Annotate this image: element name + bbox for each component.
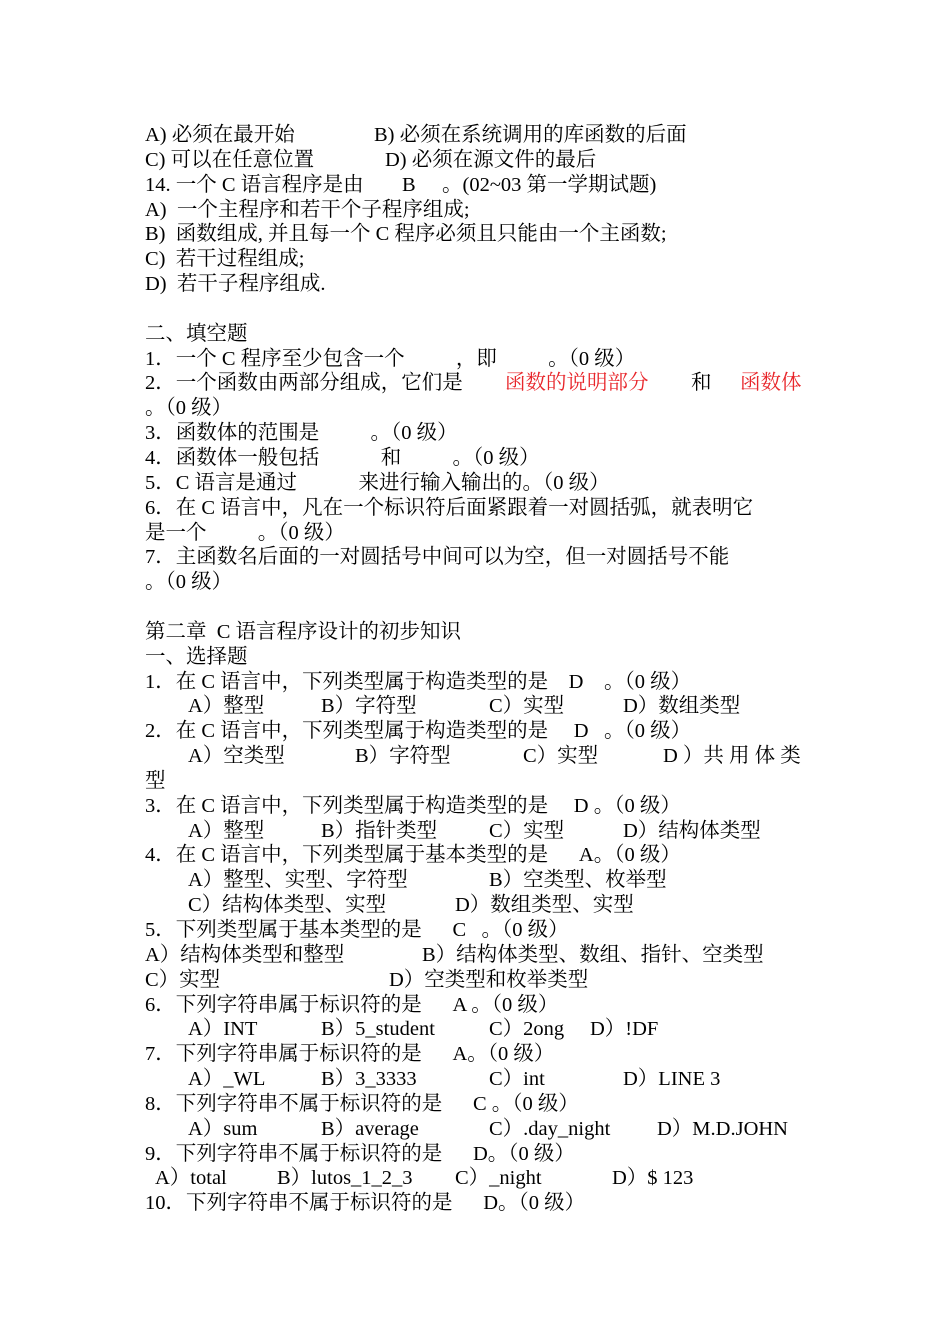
q14-answer: B: [402, 173, 416, 196]
q13-options-row-1: [145, 123, 810, 148]
choice-q9-stem: 9．下列字符串不属于标识符的是 D。（0 级）: [145, 1142, 575, 1165]
q2-option-b: B）字符型: [355, 745, 451, 768]
q5-option-d: D）空类型和枚举类型: [389, 968, 589, 991]
q14-option-a: A) 一个主程序和若干个子程序组成;: [145, 198, 470, 221]
fill-q3: 3．函数体的范围是 。（0 级）: [145, 422, 458, 445]
fill-q2-stem: 2．一个函数由两部分组成，它们是: [145, 372, 463, 395]
q14-option-b: B) 函数组成, 并且每一个 C 程序必须且只能由一个主函数;: [145, 223, 667, 246]
fill-q4: 4．函数体一般包括 和 。（0 级）: [145, 446, 540, 469]
q13-option-b: B) 必须在系统调用的库函数的后面: [374, 124, 687, 146]
q1-option-a: A）整型: [188, 695, 265, 718]
q14-tail: 。(02~03 第一学期试题): [442, 173, 657, 196]
q3-option-d: D）结构体类型: [623, 819, 761, 842]
q9-option-c: C）_night: [455, 1167, 542, 1190]
choice-q1-options: [145, 694, 810, 719]
fill-q7-line1: 7．主函数名后面的一对圆括号中间可以为空，但一对圆括号不能: [145, 546, 730, 569]
spacer: [145, 595, 810, 620]
choice-q5-stem: 5．下列类型属于基本类型的是 C 。（0 级）: [145, 919, 569, 941]
q3-option-b: B）指针类型: [321, 819, 438, 842]
q5-option-a: A）结构体类型和整型: [145, 943, 345, 966]
q6-option-c: C）2ong: [489, 1018, 565, 1041]
choice-q5-options-row-1: [145, 943, 810, 968]
choice-q2-options: [145, 744, 810, 769]
choice-q4-stem: 4．在 C 语言中，下列类型属于基本类型的是 A。（0 级）: [145, 844, 681, 867]
choice-q1-stem: 1．在 C 语言中，下列类型属于构造类型的是 D 。（0 级）: [145, 670, 692, 693]
fill-q2: [145, 371, 810, 396]
choice-q2-stem: 2．在 C 语言中，下列类型属于构造类型的是 D 。（0 级）: [145, 720, 692, 743]
fill-q6-line2: 是一个 。（0 级）: [145, 521, 345, 544]
q9-option-b: B）lutos_1_2_3: [277, 1167, 413, 1190]
choice-q10-stem: 10．下列字符串不属于标识符的是 D。（0 级）: [145, 1192, 586, 1215]
q8-option-a: A）sum: [188, 1117, 258, 1140]
fill-q1: 1．一个 C 程序至少包含一个 ，即 。（0 级）: [145, 347, 636, 370]
q4-option-a: A）整型、实型、字符型: [188, 869, 408, 892]
q4-option-b: B）空类型、枚举型: [489, 869, 667, 892]
choice-q8-options: [145, 1117, 810, 1142]
q7-option-d: D）LINE 3: [623, 1068, 721, 1091]
q3-option-c: C）实型: [489, 819, 565, 842]
choice-q3-options: [145, 819, 810, 844]
q14-option-d: D) 若干子程序组成.: [145, 273, 326, 296]
fill-q2-answer-1: 函数的说明部分: [505, 372, 649, 395]
q7-option-b: B）3_3333: [321, 1068, 417, 1091]
q13-options-row-2: [145, 148, 810, 173]
fill-q7-line2: 。（0 级）: [145, 571, 233, 594]
choice-q2-wrap: 型: [145, 769, 166, 792]
choice-q5-options-row-2: [145, 968, 810, 993]
choice-q7-options: [145, 1067, 810, 1092]
q9-option-d: D）$ 123: [612, 1167, 694, 1190]
q2-option-c: C）实型: [523, 745, 599, 768]
q9-option-a: A）total: [155, 1167, 227, 1190]
choice-q7-stem: 7．下列字符串属于标识符的是 A。（0 级）: [145, 1043, 555, 1066]
q1-option-d: D）数组类型: [623, 695, 741, 718]
spacer: [145, 297, 810, 322]
q6-option-d: D）!DF: [590, 1018, 659, 1041]
q2-option-a: A）空类型: [188, 745, 285, 768]
q4-option-d: D）数组类型、实型: [455, 894, 634, 917]
q14-stem-text: 14. 一个 C 语言程序是由: [145, 173, 364, 196]
q7-option-c: C）int: [489, 1068, 545, 1091]
q13-option-a: A) 必须在最开始: [145, 124, 295, 146]
choice-q4-options-row-2: [145, 893, 810, 918]
choice-q6-stem: 6．下列字符串属于标识符的是 A 。（0 级）: [145, 993, 559, 1016]
fill-q5: 5．C 语言是通过 来进行输入输出的。（0 级）: [145, 471, 610, 494]
q3-option-a: A）整型: [188, 819, 265, 842]
fill-q2-mid: 和: [691, 372, 712, 395]
q5-option-b: B）结构体类型、数组、指针、空类型: [422, 943, 764, 966]
q6-option-b: B）5_student: [321, 1018, 435, 1041]
choice-q9-options: [145, 1166, 810, 1191]
choice-q3-stem: 3．在 C 语言中，下列类型属于构造类型的是 D 。（0 级）: [145, 794, 681, 817]
q2-option-d: D ）共 用 体 类: [663, 745, 801, 768]
document-page: [145, 123, 810, 1216]
q14-option-c: C) 若干过程组成;: [145, 248, 305, 271]
q14-stem: [145, 173, 810, 198]
q13-option-c: C) 可以在任意位置: [145, 148, 315, 171]
q5-option-c: C）实型: [145, 968, 221, 991]
q8-option-b: B）average: [321, 1117, 419, 1140]
choice-q6-options: [145, 1017, 810, 1042]
choice-q8-stem: 8．下列字符串不属于标识符的是 C 。（0 级）: [145, 1092, 579, 1115]
q8-option-c: C）.day_night: [489, 1117, 611, 1140]
fill-q2-answer-2: 函数体: [740, 372, 802, 395]
q13-option-d: D) 必须在源文件的最后: [385, 148, 597, 171]
fill-q2-tail: 。（0 级）: [145, 397, 233, 420]
choice-section-heading: 一、选择题: [145, 645, 248, 668]
q1-option-b: B）字符型: [321, 695, 417, 718]
q8-option-d: D）M.D.JOHN: [657, 1117, 788, 1140]
q6-option-a: A）INT: [188, 1018, 258, 1041]
fill-q6-line1: 6．在 C 语言中，凡在一个标识符后面紧跟着一对圆括弧，就表明它: [145, 496, 754, 519]
choice-q4-options-row-1: [145, 868, 810, 893]
q4-option-c: C）结构体类型、实型: [188, 894, 387, 917]
q1-option-c: C）实型: [489, 695, 565, 718]
q7-option-a: A）_WL: [188, 1068, 266, 1091]
fill-section-heading: 二、填空题: [145, 322, 248, 345]
chapter-title: 第二章 C 语言程序设计的初步知识: [145, 620, 462, 643]
